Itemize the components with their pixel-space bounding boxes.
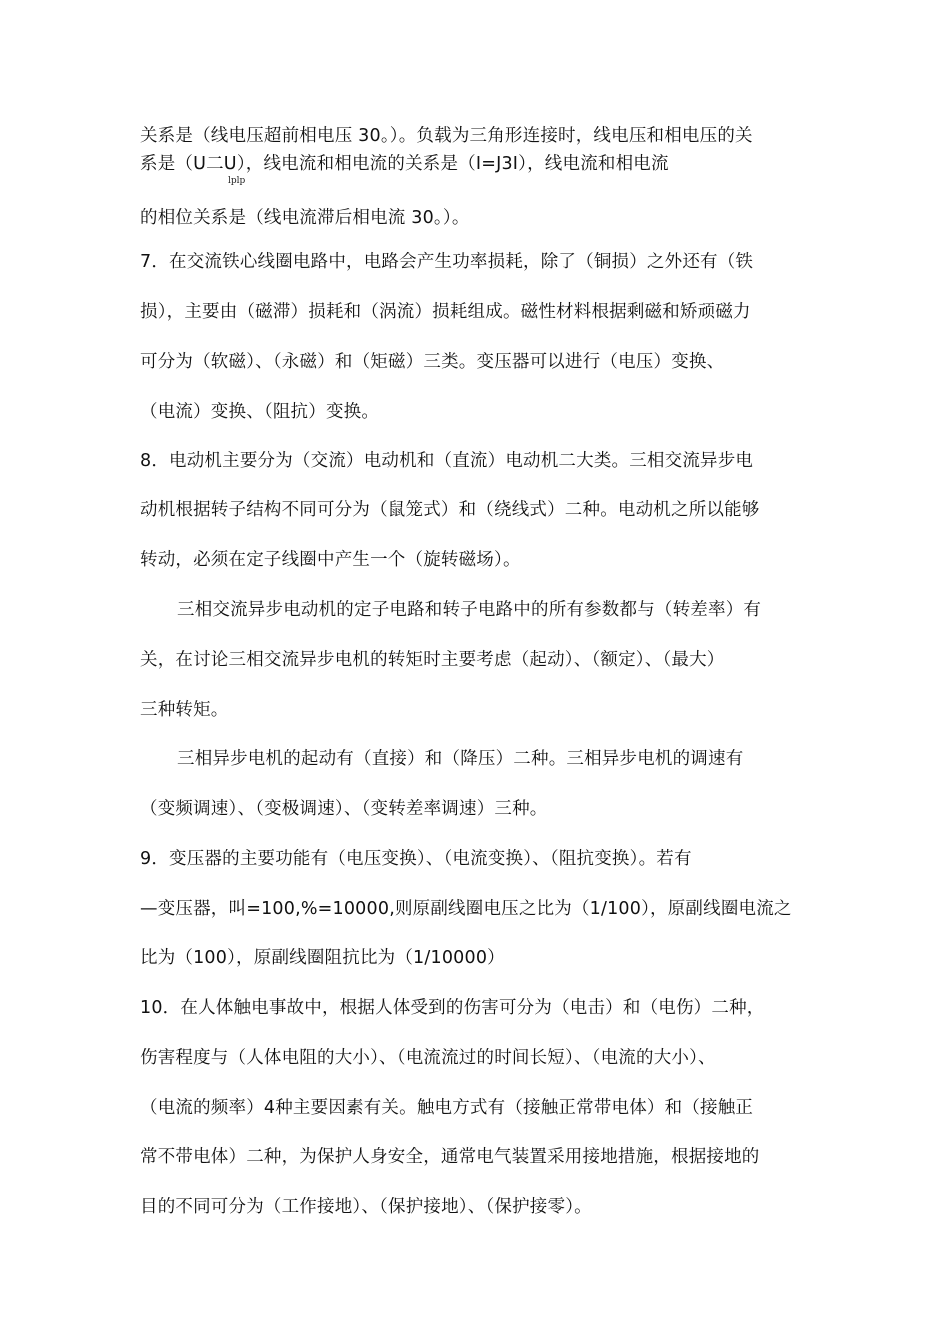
text-line-13: 三种转矩。	[140, 700, 229, 720]
subscript-label: lplp	[228, 176, 246, 186]
text-line-11: 三相交流异步电动机的定子电路和转子电路中的所有参数都与（转差率）有	[177, 600, 762, 620]
text-line-18: 比为（100），原副线圈阻抗比为（1/10000）	[140, 948, 505, 968]
text-line-5: 损），主要由（磁滞）损耗和（涡流）损耗组成。磁性材料根据剩磁和矫顽磁力	[140, 302, 751, 322]
text-line-4: 7．在交流铁心线圈电路中，电路会产生功率损耗，除了（铜损）之外还有（铁	[140, 252, 754, 272]
text-line-17: —变压器，叫=100,%=10000,则原副线圈电压之比为（1/100），原副线圈电流之	[140, 899, 792, 919]
text-line-22: 常不带电体）二种，为保护人身安全，通常电气装置采用接地措施，根据接地的	[140, 1147, 760, 1167]
text-line-12: 关，在讨论三相交流异步电机的转矩时主要考虑（起动）、（额定）、（最大）	[140, 650, 725, 670]
text-line-3: 的相位关系是（线电流滞后相电流 30。）。	[140, 208, 470, 228]
text-line-16: 9．变压器的主要功能有（电压变换）、（电流变换）、（阻抗变换）。若有	[140, 849, 692, 869]
text-line-15: （变频调速）、（变极调速）、（变转差率调速）三种。	[140, 799, 548, 819]
text-line-14: 三相异步电机的起动有（直接）和（降压）二种。三相异步电机的调速有	[177, 749, 744, 769]
text-line-20: 伤害程度与（人体电阻的大小）、（电流流过的时间长短）、（电流的大小）、	[140, 1048, 716, 1068]
text-line-8: 8．电动机主要分为（交流）电动机和（直流）电动机二大类。三相交流异步电	[140, 451, 754, 471]
text-line-23: 目的不同可分为（工作接地）、（保护接地）、（保护接零）。	[140, 1197, 592, 1217]
text-line-1: 关系是（线电压超前相电压 30。）。负载为三角形连接时，线电压和相电压的关	[140, 126, 753, 146]
text-line-21: （电流的频率）4种主要因素有关。触电方式有（接触正常带电体）和（接触正	[140, 1098, 754, 1118]
text-line-2: 系是（U二U），线电流和相电流的关系是（I=J3I），线电流和相电流	[140, 154, 669, 174]
text-line-6: 可分为（软磁）、（永磁）和（矩磁）三类。变压器可以进行（电压）变换、	[140, 352, 725, 372]
text-line-10: 转动，必须在定子线圈中产生一个（旋转磁场）。	[140, 550, 521, 570]
text-line-9: 动机根据转子结构不同可分为（鼠笼式）和（绕线式）二种。电动机之所以能够	[140, 500, 760, 520]
text-line-19: 10．在人体触电事故中，根据人体受到的伤害可分为（电击）和（电伤）二种，	[140, 998, 765, 1018]
text-line-7: （电流）变换、（阻抗）变换。	[140, 402, 380, 422]
